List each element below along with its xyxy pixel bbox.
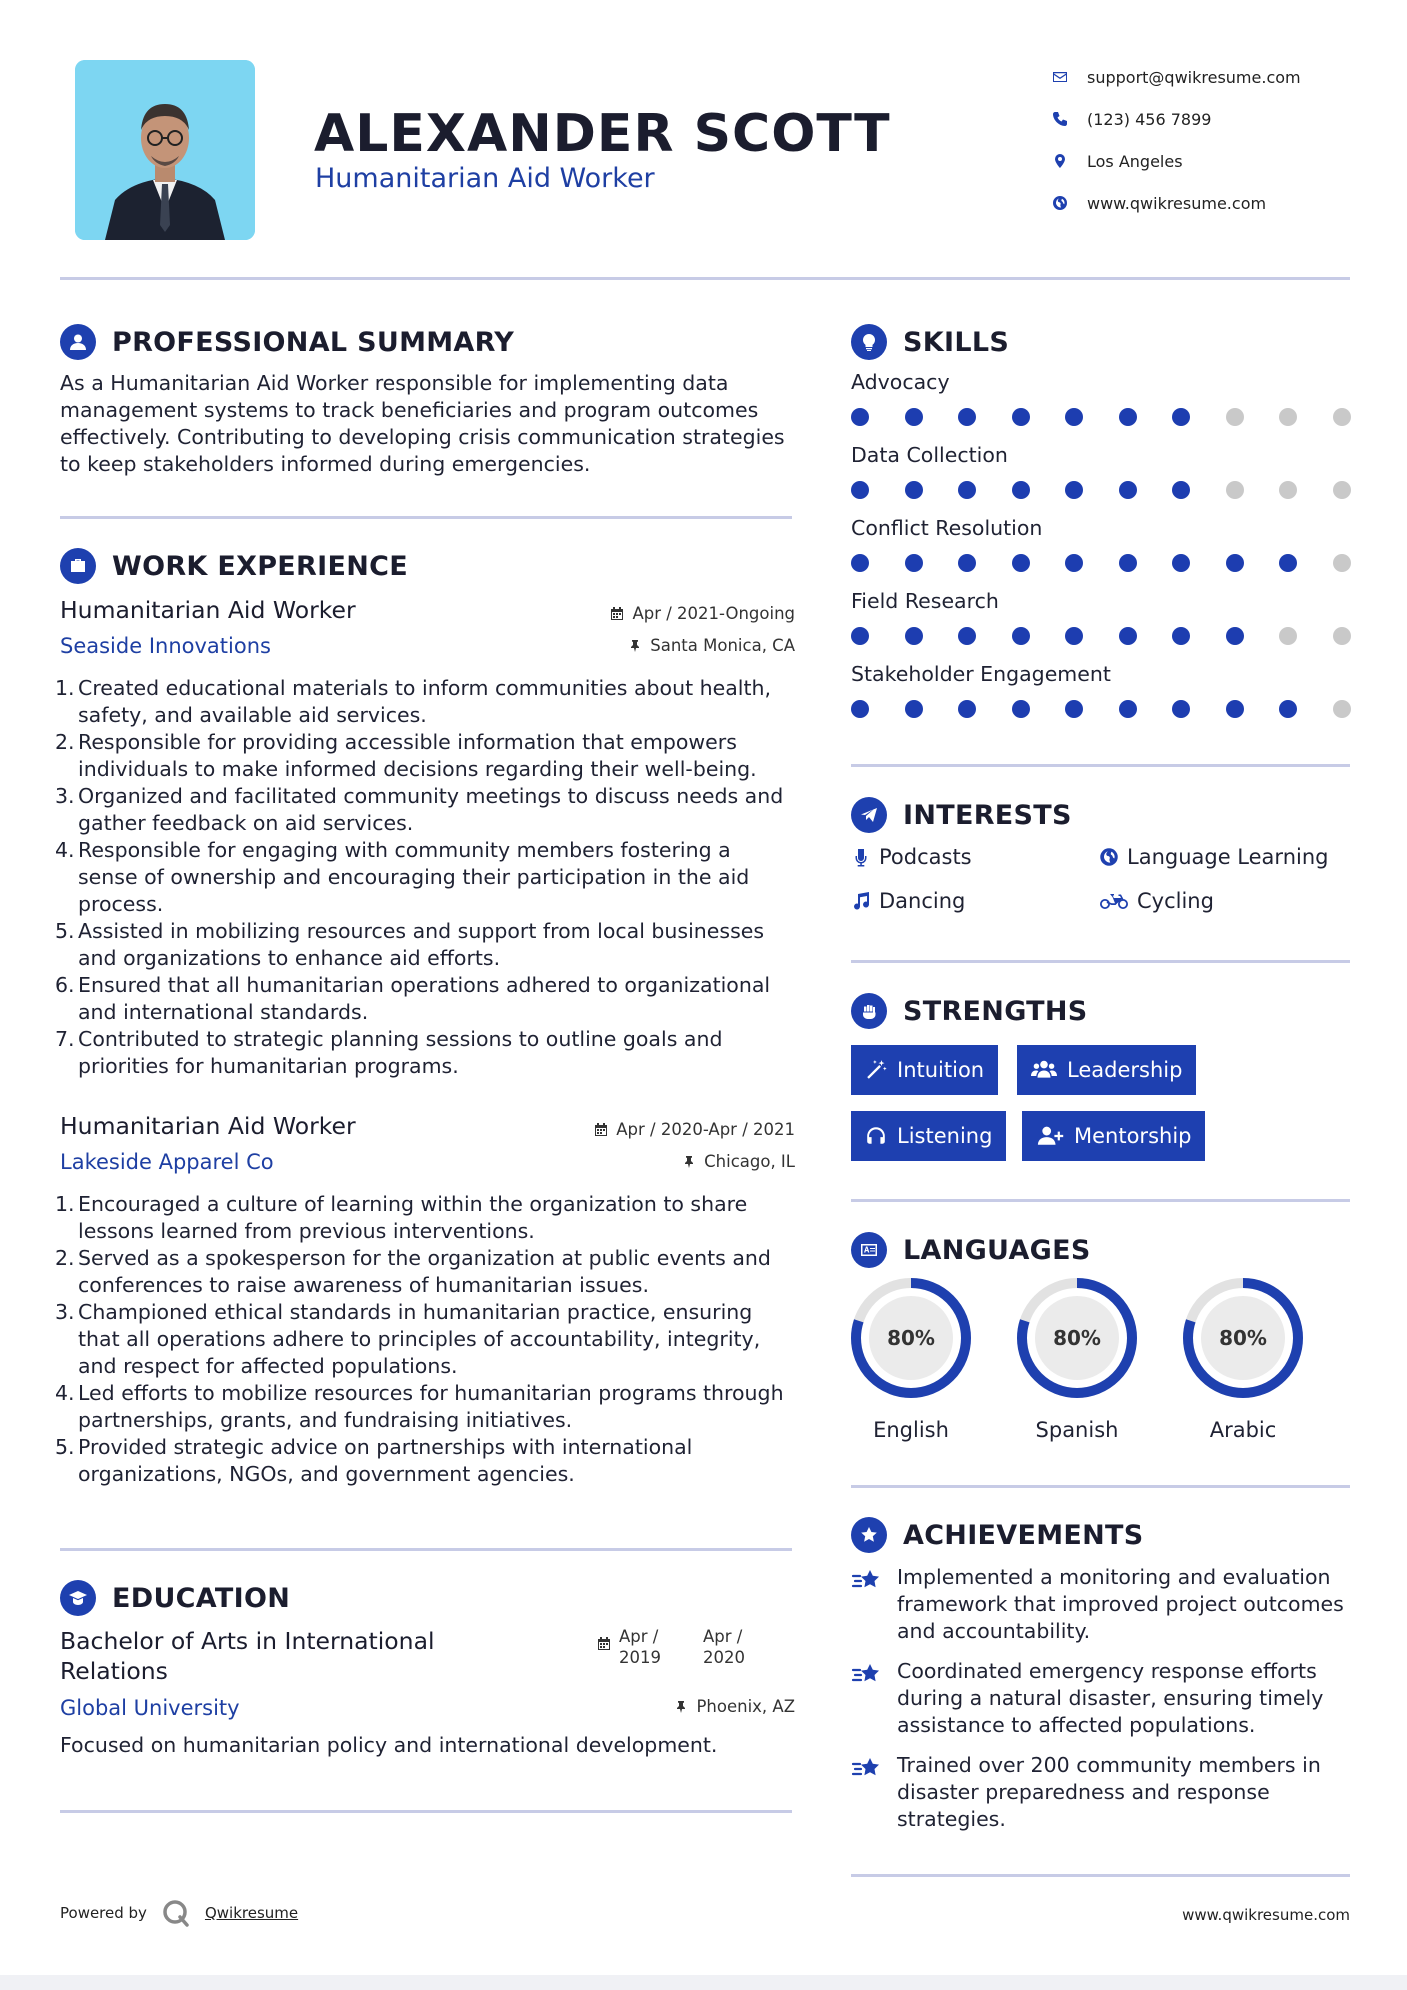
paper-plane-icon (851, 797, 887, 833)
interest-dancing: Dancing (851, 889, 965, 913)
pushpin-icon (674, 1700, 688, 1714)
skill-dot-filled (1065, 408, 1083, 426)
strength-intuition: Intuition (851, 1045, 998, 1095)
skill-item (851, 589, 1351, 662)
languages-heading (851, 1232, 1091, 1268)
achievement-item (851, 1564, 1351, 1645)
skill-dot-filled (851, 554, 869, 572)
skill-dot-filled (1012, 554, 1030, 572)
language-percent: 80% (1053, 1326, 1101, 1350)
skill-dot-filled (905, 627, 923, 645)
contact-email[interactable] (1050, 56, 1390, 98)
skill-dot-filled (958, 627, 976, 645)
job-company: Lakeside Apparel Co (60, 1150, 274, 1174)
education-divider (60, 1810, 792, 1813)
list-item: 2. Responsible for providing accessible information that empowers individuals to make informed decisions regarding their well-being. (55, 730, 757, 781)
skill-dot-empty (1279, 627, 1297, 645)
list-item: 5. Provided strategic advice on partnerships with international organizations, NGOs, and government agencies. (55, 1435, 693, 1486)
skill-dot-empty (1333, 627, 1351, 645)
calendar-icon (610, 607, 624, 621)
list-item: 4. Led efforts to mobilize resources for humanitarian programs through partnerships, grants, and fundraising initiatives. (55, 1381, 784, 1432)
skill-dot-filled (1065, 700, 1083, 718)
skill-dot-filled (1012, 700, 1030, 718)
achievement-text: Coordinated emergency response efforts during a natural disaster, ensuring timely assistance to affected populations. (897, 1659, 1324, 1737)
skill-rating (851, 408, 1351, 428)
skill-dot-filled (1012, 408, 1030, 426)
skill-dot-empty (1226, 408, 1244, 426)
achievements-heading-text: ACHIEVEMENTS (903, 1519, 1144, 1551)
skill-dot-filled (1226, 627, 1244, 645)
job-responsibilities (55, 1191, 795, 1488)
experience-divider (60, 1548, 792, 1551)
skill-dot-filled (1172, 554, 1190, 572)
user-plus-icon (1036, 1125, 1064, 1147)
candidate-title: Humanitarian Aid Worker (315, 163, 655, 194)
summary-text: As a Humanitarian Aid Worker responsible for implementing data management systems to track beneficiaries and program outcomes effectively. Contributing to developing crisis communication strategies to keep stakeholders informed during emergencies. (60, 371, 785, 476)
language-name: Spanish (1035, 1418, 1119, 1442)
skill-rating (851, 554, 1351, 574)
users-icon (1031, 1059, 1057, 1081)
skill-rating (851, 481, 1351, 501)
skills-list (851, 370, 1351, 735)
skill-dot-filled (1065, 554, 1083, 572)
contact-list (1050, 56, 1390, 224)
language-progress-ring (1015, 1276, 1139, 1400)
bicycle-icon (1099, 891, 1129, 911)
skill-dot-filled (1119, 408, 1137, 426)
achievement-item (851, 1658, 1351, 1739)
contact-location-text: Los Angeles (1087, 151, 1183, 171)
strengths-divider (851, 1199, 1350, 1202)
magic-wand-icon (865, 1059, 887, 1081)
contact-phone[interactable] (1050, 98, 1390, 140)
language-name: Arabic (1209, 1418, 1277, 1442)
list-item: 1. Encouraged a culture of learning within the organization to share lessons learned from previous interventions. (55, 1192, 748, 1243)
skill-dot-filled (1119, 481, 1137, 499)
job-title: Humanitarian Aid Worker (60, 596, 356, 624)
user-icon (60, 324, 96, 360)
person-portrait-icon (75, 60, 255, 240)
experience-heading-text: WORK EXPERIENCE (112, 550, 408, 582)
contact-location (1050, 140, 1390, 182)
strengths-heading (851, 993, 1088, 1029)
strength-listening: Listening (851, 1111, 1006, 1161)
skill-item (851, 443, 1351, 516)
microphone-icon (851, 847, 871, 867)
skill-dot-filled (1172, 627, 1190, 645)
envelope-icon (1052, 69, 1068, 85)
skill-dot-filled (958, 700, 976, 718)
skill-dot-filled (1226, 700, 1244, 718)
skills-heading (851, 324, 1009, 360)
skill-dot-filled (905, 700, 923, 718)
skill-dot-filled (958, 408, 976, 426)
education-start: Apr / 2019 (619, 1627, 661, 1667)
job-dates: Apr / 2021-Ongoing (610, 604, 795, 623)
shooting-star-icon (851, 1752, 883, 1784)
list-item: 4. Responsible for engaging with community members fostering a sense of ownership and encouraging their participation in the aid process. (55, 838, 750, 916)
contact-phone-text: (123) 456 7899 (1087, 109, 1212, 129)
skill-dot-empty (1333, 554, 1351, 572)
strengths-heading-text: STRENGTHS (903, 995, 1088, 1027)
job-location: Santa Monica, CA (628, 636, 795, 655)
list-item: 1. Created educational materials to inform communities about health, safety, and available aid services. (55, 676, 772, 727)
skill-dot-filled (851, 408, 869, 426)
calendar-icon (594, 1123, 608, 1137)
interest-podcasts: Podcasts (851, 845, 972, 869)
lightbulb-icon (851, 324, 887, 360)
interests-heading-text: INTERESTS (903, 799, 1072, 831)
languages-heading-text: LANGUAGES (903, 1234, 1091, 1266)
strength-mentorship: Mentorship (1022, 1111, 1205, 1161)
fist-icon (851, 993, 887, 1029)
education-location: Phoenix, AZ (674, 1697, 795, 1716)
skill-dot-empty (1333, 700, 1351, 718)
skill-dot-filled (905, 481, 923, 499)
powered-by-text: Powered by (60, 1904, 147, 1922)
interests-heading (851, 797, 1072, 833)
skill-dot-filled (1226, 554, 1244, 572)
skill-name: Advocacy (851, 370, 950, 394)
education-heading-text: EDUCATION (112, 1582, 291, 1614)
skill-dot-filled (905, 408, 923, 426)
degree-title: Bachelor of Arts in International Relations (60, 1627, 435, 1685)
language-arabic (1181, 1276, 1305, 1442)
interests-divider (851, 960, 1350, 963)
language-progress-ring (1181, 1276, 1305, 1400)
skill-name: Data Collection (851, 443, 1008, 467)
skill-dot-filled (1012, 627, 1030, 645)
achievement-text: Trained over 200 community members in disaster preparedness and response strategies. (897, 1753, 1321, 1831)
skill-dot-filled (851, 481, 869, 499)
achievement-item (851, 1752, 1351, 1833)
page-bottom-band (0, 1975, 1407, 1990)
job-title: Humanitarian Aid Worker (60, 1112, 356, 1140)
achievement-text: Implemented a monitoring and evaluation framework that improved project outcomes and accountability. (897, 1565, 1344, 1643)
skill-dot-filled (1065, 627, 1083, 645)
skills-heading-text: SKILLS (903, 326, 1010, 358)
skill-dot-filled (1119, 554, 1137, 572)
skill-rating (851, 700, 1351, 720)
list-item: 3. Championed ethical standards in humanitarian practice, ensuring that all operations adhere to principles of accountability, integrity, and respect for affected populations. (55, 1300, 761, 1378)
achievements-divider (851, 1874, 1350, 1877)
job-entry (60, 1112, 795, 1192)
list-item: 3. Organized and facilitated community meetings to discuss needs and gather feedback on aid services. (55, 784, 784, 835)
candidate-name: ALEXANDER SCOTT (314, 104, 891, 164)
skill-item (851, 370, 1351, 443)
summary-divider (60, 516, 792, 519)
summary-heading-text: PROFESSIONAL SUMMARY (112, 326, 515, 358)
footer-website[interactable]: www.qwikresume.com (1182, 1906, 1350, 1924)
globe-icon (1052, 195, 1068, 211)
skill-dot-filled (851, 700, 869, 718)
skill-dot-filled (958, 481, 976, 499)
skill-name: Conflict Resolution (851, 516, 1043, 540)
star-badge-icon (851, 1517, 887, 1553)
skill-dot-filled (1172, 408, 1190, 426)
job-company: Seaside Innovations (60, 634, 271, 658)
job-location: Chicago, IL (682, 1152, 795, 1171)
headphones-icon (865, 1125, 887, 1147)
skill-dot-filled (1172, 700, 1190, 718)
list-item: 2. Served as a spokesperson for the organization at public events and conferences to raise awareness of humanitarian issues. (55, 1246, 771, 1297)
language-name: English (873, 1418, 949, 1442)
list-item: 6. Ensured that all humanitarian operations adhered to organizational and international standards. (55, 973, 771, 1024)
skill-name: Field Research (851, 589, 999, 613)
skill-dot-filled (1172, 481, 1190, 499)
skill-dot-filled (1119, 627, 1137, 645)
language-progress-ring (849, 1276, 973, 1400)
skill-dot-filled (1119, 700, 1137, 718)
language-spanish (1015, 1276, 1139, 1442)
education-description: Focused on humanitarian policy and international development. (60, 1733, 718, 1757)
skill-rating (851, 627, 1351, 647)
globe-icon (1099, 847, 1119, 867)
job-entry (60, 596, 795, 676)
experience-heading (60, 548, 408, 584)
profile-photo (75, 60, 255, 240)
footer-powered-by (60, 1898, 298, 1928)
skill-item (851, 662, 1351, 735)
skill-dot-filled (1012, 481, 1030, 499)
pushpin-icon (628, 639, 642, 653)
skill-name: Stakeholder Engagement (851, 662, 1111, 686)
interest-language-learning: Language Learning (1099, 845, 1328, 869)
shooting-star-icon (851, 1658, 883, 1690)
shooting-star-icon (851, 1564, 883, 1596)
achievements-heading (851, 1517, 1144, 1553)
skill-dot-filled (905, 554, 923, 572)
contact-website-text: www.qwikresume.com (1087, 193, 1267, 213)
skills-divider (851, 764, 1350, 767)
contact-website[interactable] (1050, 182, 1390, 224)
list-item: 7. Contributed to strategic planning sessions to outline goals and priorities for humanitarian programs. (55, 1027, 723, 1078)
pushpin-icon (682, 1155, 696, 1169)
job-responsibilities (55, 675, 795, 1080)
interest-cycling: Cycling (1099, 889, 1214, 913)
education-dates (597, 1626, 757, 1668)
header-divider (60, 277, 1350, 280)
graduation-cap-icon (60, 1580, 96, 1616)
skill-dot-empty (1226, 481, 1244, 499)
music-note-icon (851, 891, 871, 911)
skill-dot-filled (1279, 700, 1297, 718)
skill-item (851, 516, 1351, 589)
skill-dot-filled (1065, 481, 1083, 499)
skill-dot-empty (1279, 481, 1297, 499)
phone-icon (1052, 111, 1068, 127)
education-end: Apr / 2020 (703, 1627, 745, 1667)
school-name: Global University (60, 1696, 240, 1720)
map-pin-icon (1052, 153, 1068, 169)
contact-email-text: support@qwikresume.com (1087, 67, 1301, 87)
skill-dot-filled (958, 554, 976, 572)
briefcase-icon (60, 548, 96, 584)
list-item: 5. Assisted in mobilizing resources and support from local businesses and organizations to enhance aid efforts. (55, 919, 765, 970)
language-card-icon (851, 1232, 887, 1268)
language-percent: 80% (1219, 1326, 1267, 1350)
language-percent: 80% (887, 1326, 935, 1350)
education-heading (60, 1580, 290, 1616)
languages-divider (851, 1485, 1350, 1488)
skill-dot-empty (1333, 408, 1351, 426)
summary-heading (60, 324, 514, 360)
skill-dot-filled (1279, 554, 1297, 572)
job-dates: Apr / 2020-Apr / 2021 (594, 1120, 795, 1139)
language-english (849, 1276, 973, 1442)
qwikresume-logo-icon (161, 1898, 191, 1928)
skill-dot-empty (1279, 408, 1297, 426)
calendar-icon (597, 1637, 611, 1651)
strength-leadership: Leadership (1017, 1045, 1196, 1095)
skill-dot-filled (851, 627, 869, 645)
qwikresume-link[interactable]: Qwikresume (204, 1904, 299, 1922)
skill-dot-empty (1333, 481, 1351, 499)
